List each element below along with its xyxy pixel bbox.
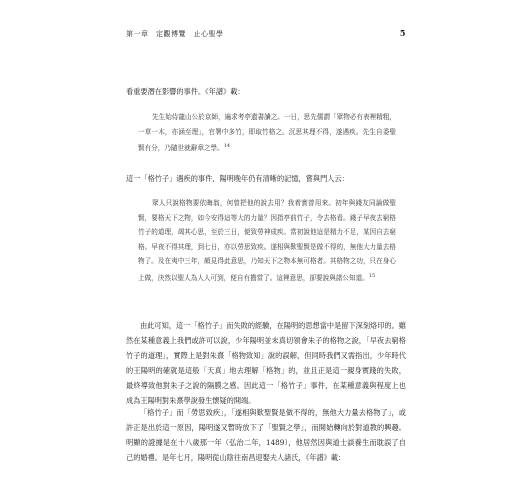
block-quote-2-text: 眾人只說格物要依晦翁，何曾把他的說去用？我着實曾用來。初年與錢友同論做聖賢，要格天下之物，如今安得這等大的力量？因指亭前竹子，令去格看。錢子早夜去窮格竹子的道理，竭其心思，至於三日，便致勞神成疾。當初說他這是精力不足，某因自去窮格。早夜不得其理，到七日，亦以勞思致疾。遂相與歎聖賢是做不得的，無他大力量去格物了。及在夷中三年，頗見得此意思，乃知天下之物本無可格者。其格物之功，只在身心上做，決然以聖人為人人可到，便自有擔當了。這裡意思，卻要說與諸公知道。 (138, 199, 396, 282)
block-quote-1-text: 先生始侍龍山公於京師，遍求考亭遺書讀之。一日，思先儒謂「眾物必有表裡精粗，一草一木，亦涵至理」，官署中多竹，即取竹格之。沉思其理不得，遂遇疾。先生自委聖賢有分，乃隨世就辭章之學。 (138, 113, 396, 153)
chapter-title: 第一章 定觀博覽 止心聖學 (126, 30, 224, 38)
footnote-ref-14: 14 (223, 143, 231, 149)
paragraph-1: 由此可知，這一「格竹子」而失敗的經驗，在陽明的思想當中是留下深刻烙印的。雖然在某種意義上我們或許可以說，少年陽明並未真切領會朱子的格物之說，「早夜去窮格竹子的道理」，實際上是對朱熹「格物致知」說的誤解，但同時我們又需指出，少年時代的王陽明的確就是這般「天真」地去理解「格物」的，並且正是這一親身實踐的失敗，最終導致他對朱子之說的隔膜之感。因此這一「格竹子」事件，在某種意義與程度上也成為王陽明對朱熹學說發生懷疑的開端。 (126, 321, 406, 405)
middle-line: 這一「格竹子」遇疾的事件，陽明晚年仍有清晰的記憶，嘗與門人云： (126, 174, 349, 183)
paragraph-2: 「格竹子」而「勞思致疾」，「遂相與歎聖賢是做不得的，無他大力量去格物了」，或許正是出於這一原因，陽明遂又暫時放下了「聖賢之學」，而開始轉向於對道教的興趣。明顯的證據是在十八歲那一年（弘治二年，1489），他居然因與道士談養生而耽誤了自己的婚禮。是年七月，陽明從山陰往南昌迎娶夫人諸氏，《年譜》載： (126, 408, 406, 462)
running-header (126, 29, 406, 39)
block-quote-2 (138, 196, 396, 285)
page-number: 5 (399, 28, 406, 38)
footnote-ref-15: 15 (368, 272, 376, 279)
block-quote-1 (138, 110, 396, 156)
intro-line: 看重要潛在影響的事件。《年譜》載： (126, 87, 245, 96)
